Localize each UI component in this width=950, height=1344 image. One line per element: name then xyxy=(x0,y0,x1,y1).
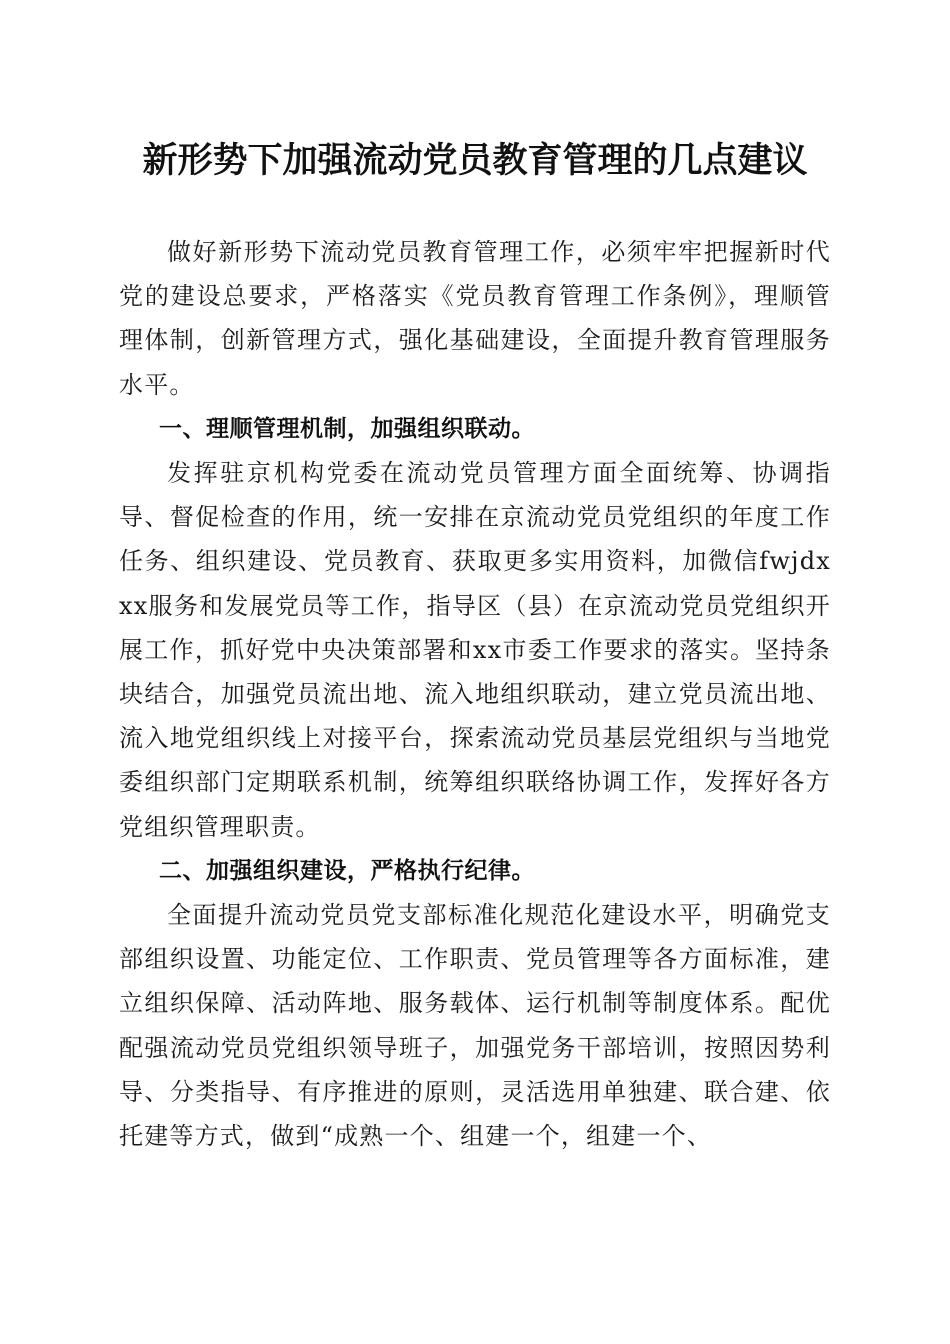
intro-paragraph: 做好新形势下流动党员教育管理工作，必须牢牢把握新时代党的建设总要求，严格落实《党员教育管理工作条例》，理顺管理体制，创新管理方式，强化基础建设，全面提升教育管理服务水平。 xyxy=(119,238,831,399)
section-paragraph-1: 发挥驻京机构党委在流动党员管理方面全面统筹、协调指导、督促检查的作用，统一安排在京流动党员党组织的年度工作任务、组织建设、党员教育、获取更多实用资料，加微信fwjdxxx服务和发展党员等工作，指导区（县）在京流动党员党组织开展工作，抓好党中央决策部署和xx市委工作要求的落实。坚持条块结合，加强党员流出地、流入地组织联动，建立党员流出地、流入地党组织线上对接平台，探索流动党员基层党组织与当地党委组织部门定期联系机制，统筹组织联络协调工作，发挥好各方党组织管理职责。 xyxy=(119,459,831,841)
section-heading-2: 二、加强组织建设，严格执行纪律。 xyxy=(159,857,535,884)
section-paragraph-2: 全面提升流动党员党支部标准化规范化建设水平，明确党支部组织设置、功能定位、工作职责、党员管理等各方面标准，建立组织保障、活动阵地、服务载体、运行机制等制度体系。配优配强流动党员党组织领导班子，加强党务干部培训，按照因势利导、分类指导、有序推进的原则，灵活选用单独建、联合建、依托建等方式，做到“成熟一个、组建一个，组建一个、 xyxy=(119,901,831,1151)
document-title: 新形势下加强流动党员教育管理的几点建议 xyxy=(142,140,808,181)
document-body xyxy=(119,230,831,1158)
section-heading-1: 一、理顺管理机制，加强组织联动。 xyxy=(159,415,535,442)
